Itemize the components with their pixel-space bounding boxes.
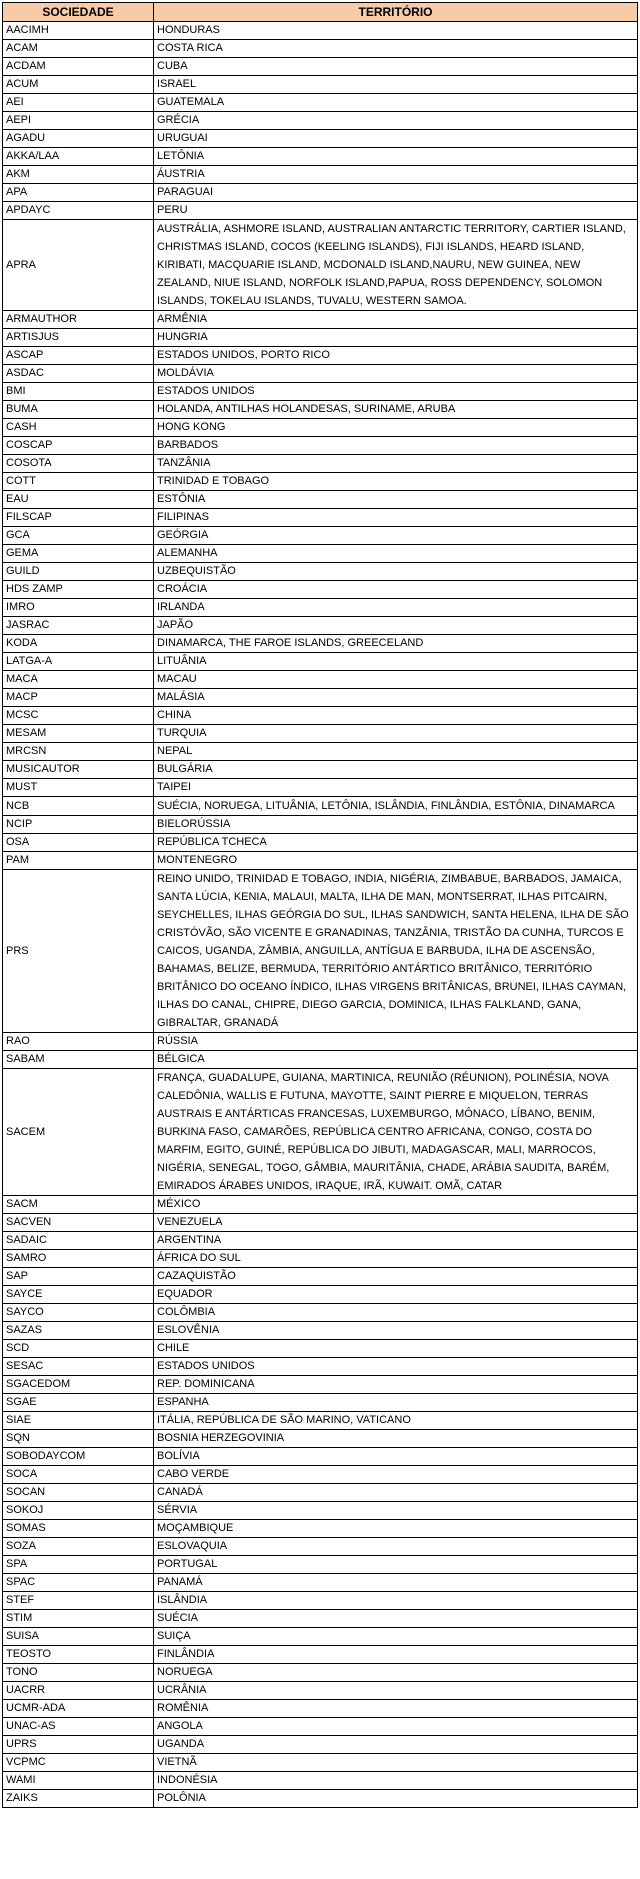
table-row [3, 761, 638, 779]
cell-territorio: URUGUAI [154, 130, 638, 148]
cell-sociedade: TONO [3, 1664, 154, 1682]
cell-territorio: CAZAQUISTÃO [154, 1268, 638, 1286]
cell-territorio: HOLANDA, ANTILHAS HOLANDESAS, SURINAME, ARUBA [154, 401, 638, 419]
table-row [3, 834, 638, 852]
table-row [3, 1304, 638, 1322]
cell-territorio: JAPÃO [154, 617, 638, 635]
cell-sociedade: SABAM [3, 1051, 154, 1069]
table-row [3, 1628, 638, 1646]
cell-sociedade: SACEM [3, 1069, 154, 1196]
cell-sociedade: UACRR [3, 1682, 154, 1700]
cell-territorio: AUSTRÁLIA, ASHMORE ISLAND, AUSTRALIAN ANTARCTIC TERRITORY, CARTIER ISLAND, CHRISTMAS ISLAND, COCOS (KEELING ISLANDS), FIJI ISLANDS, HEARD ISLAND, KIRIBATI, MACQUARIE ISLAND, MCDONALD ISLAND,NAURU, NEW GUINEA, NEW ZEALAND, NIUE ISLAND, NORFOLK ISLAND,PAPUA, ROSS DEPENDENCY, SOLOMON ISLANDS, TOKELAU ISLANDS, TUVALU, WESTERN SAMOA. [154, 220, 638, 311]
table-row [3, 455, 638, 473]
table-row [3, 1754, 638, 1772]
cell-sociedade: AKKA/LAA [3, 148, 154, 166]
table-row [3, 1069, 638, 1196]
table-row [3, 870, 638, 1033]
table-row [3, 1646, 638, 1664]
table-row [3, 202, 638, 220]
cell-sociedade: ZAIKS [3, 1790, 154, 1808]
cell-sociedade: MUSICAUTOR [3, 761, 154, 779]
cell-sociedade: ARTISJUS [3, 329, 154, 347]
table-row [3, 473, 638, 491]
cell-territorio: EQUADOR [154, 1286, 638, 1304]
header-sociedade: SOCIEDADE [3, 3, 154, 22]
table-row [3, 671, 638, 689]
table-row [3, 1610, 638, 1628]
table-row [3, 58, 638, 76]
cell-sociedade: STIM [3, 1610, 154, 1628]
table-row [3, 365, 638, 383]
table-row [3, 1250, 638, 1268]
cell-territorio: ITÁLIA, REPÚBLICA DE SÃO MARINO, VATICANO [154, 1412, 638, 1430]
cell-sociedade: LATGA-A [3, 653, 154, 671]
cell-sociedade: APRA [3, 220, 154, 311]
cell-territorio: IRLANDA [154, 599, 638, 617]
table-row [3, 743, 638, 761]
cell-sociedade: AACIMH [3, 22, 154, 40]
cell-territorio: PARAGUAI [154, 184, 638, 202]
cell-sociedade: COSCAP [3, 437, 154, 455]
cell-territorio: MALÁSIA [154, 689, 638, 707]
cell-sociedade: MACP [3, 689, 154, 707]
table-row [3, 1340, 638, 1358]
cell-sociedade: BUMA [3, 401, 154, 419]
table-row [3, 76, 638, 94]
cell-territorio: ESLOVÊNIA [154, 1322, 638, 1340]
cell-territorio: ALEMANHA [154, 545, 638, 563]
table-row [3, 527, 638, 545]
societies-table [2, 2, 638, 1808]
cell-sociedade: ACUM [3, 76, 154, 94]
cell-territorio: CHILE [154, 1340, 638, 1358]
cell-territorio: ESTADOS UNIDOS, PORTO RICO [154, 347, 638, 365]
cell-sociedade: AGADU [3, 130, 154, 148]
table-row [3, 545, 638, 563]
cell-sociedade: SAMRO [3, 1250, 154, 1268]
table-row [3, 1412, 638, 1430]
cell-sociedade: AKM [3, 166, 154, 184]
cell-territorio: FINLÂNDIA [154, 1646, 638, 1664]
table-row [3, 725, 638, 743]
cell-sociedade: CASH [3, 419, 154, 437]
cell-territorio: MOLDÁVIA [154, 365, 638, 383]
cell-sociedade: NCIP [3, 816, 154, 834]
cell-sociedade: ACDAM [3, 58, 154, 76]
cell-sociedade: SOCAN [3, 1484, 154, 1502]
cell-territorio: HONG KONG [154, 419, 638, 437]
table-row [3, 779, 638, 797]
cell-sociedade: NCB [3, 797, 154, 816]
cell-sociedade: HDS ZAMP [3, 581, 154, 599]
cell-territorio: REINO UNIDO, TRINIDAD E TOBAGO, INDIA, NIGÉRIA, ZIMBABUE, BARBADOS, JAMAICA, SANTA LÚCIA, KENIA, MALAUI, MALTA, ILHA DE MAN, MONTSERRAT, ILHAS PITCAIRN, SEYCHELLES, ILHAS GEÓRGIA DO SUL, ILHAS SANDWICH, SANTA HELENA, ILHA DE SÃO CRISTÓVÃO, SÃO VICENTE E GRANADINAS, TANZÂNIA, TRISTÃO DA CUNHA, TURCOS E CAICOS, UGANDA, ZÂMBIA, ANGUILLA, ANTÍGUA E BARBUDA, ILHA DE ASCENSÃO, BAHAMAS, BELIZE, BERMUDA, TERRITÓRIO ANTÁRTICO BRITÂNICO, TERRITÓRIO BRITÂNICO DO OCEANO ÍNDICO, ILHAS VIRGENS BRITÂNICAS, BRUNEI, ILHAS CAYMAN, ILHAS DO CANAL, CHIPRE, DIEGO GARCIA, DOMINICA, ILHAS FALKLAND, GANA, GIBRALTAR, GRANADÁ [154, 870, 638, 1033]
cell-sociedade: MACA [3, 671, 154, 689]
header-territorio: TERRITÓRIO [154, 3, 638, 22]
cell-territorio: PANAMÁ [154, 1574, 638, 1592]
table-row [3, 1268, 638, 1286]
cell-territorio: LETÔNIA [154, 148, 638, 166]
cell-territorio: BULGÁRIA [154, 761, 638, 779]
cell-territorio: SUIÇA [154, 1628, 638, 1646]
table-row [3, 797, 638, 816]
cell-sociedade: MUST [3, 779, 154, 797]
table-row [3, 1322, 638, 1340]
table-row [3, 184, 638, 202]
cell-sociedade: IMRO [3, 599, 154, 617]
cell-territorio: MACAU [154, 671, 638, 689]
header-row [3, 3, 638, 22]
table-row [3, 166, 638, 184]
cell-territorio: UZBEQUISTÃO [154, 563, 638, 581]
cell-sociedade: SACM [3, 1196, 154, 1214]
cell-sociedade: FILSCAP [3, 509, 154, 527]
cell-territorio: DINAMARCA, THE FAROE ISLANDS, GREECELAND [154, 635, 638, 653]
cell-territorio: GUATEMALA [154, 94, 638, 112]
table-row [3, 491, 638, 509]
table-row [3, 852, 638, 870]
table-row [3, 94, 638, 112]
cell-territorio: ISLÂNDIA [154, 1592, 638, 1610]
cell-territorio: TANZÂNIA [154, 455, 638, 473]
table-row [3, 329, 638, 347]
cell-territorio: LITUÂNIA [154, 653, 638, 671]
cell-territorio: ESTÔNIA [154, 491, 638, 509]
cell-sociedade: COTT [3, 473, 154, 491]
table-row [3, 1466, 638, 1484]
cell-sociedade: VCPMC [3, 1754, 154, 1772]
cell-territorio: SUÉCIA, NORUEGA, LITUÂNIA, LETÔNIA, ISLÂNDIA, FINLÂNDIA, ESTÔNIA, DINAMARCA [154, 797, 638, 816]
cell-sociedade: SESAC [3, 1358, 154, 1376]
cell-sociedade: EAU [3, 491, 154, 509]
cell-territorio: CANADÁ [154, 1484, 638, 1502]
cell-territorio: POLÔNIA [154, 1790, 638, 1808]
cell-territorio: BOLÍVIA [154, 1448, 638, 1466]
table-row [3, 1538, 638, 1556]
table-row [3, 581, 638, 599]
cell-territorio: TURQUIA [154, 725, 638, 743]
cell-sociedade: SACVEN [3, 1214, 154, 1232]
cell-sociedade: ASCAP [3, 347, 154, 365]
cell-territorio: ESPANHA [154, 1394, 638, 1412]
cell-territorio: MÉXICO [154, 1196, 638, 1214]
table-row [3, 383, 638, 401]
cell-territorio: CUBA [154, 58, 638, 76]
cell-sociedade: SAZAS [3, 1322, 154, 1340]
cell-territorio: COLÔMBIA [154, 1304, 638, 1322]
cell-territorio: CHINA [154, 707, 638, 725]
cell-territorio: TAIPEI [154, 779, 638, 797]
cell-territorio: BARBADOS [154, 437, 638, 455]
cell-sociedade: SGACEDOM [3, 1376, 154, 1394]
table-row [3, 1394, 638, 1412]
table-row [3, 1700, 638, 1718]
cell-territorio: ROMÊNIA [154, 1700, 638, 1718]
table-row [3, 130, 638, 148]
cell-sociedade: OSA [3, 834, 154, 852]
table-body [3, 22, 638, 1808]
cell-territorio: GRÉCIA [154, 112, 638, 130]
cell-sociedade: WAMI [3, 1772, 154, 1790]
cell-territorio: NORUEGA [154, 1664, 638, 1682]
table-row [3, 1033, 638, 1051]
cell-sociedade: JASRAC [3, 617, 154, 635]
table-row [3, 1214, 638, 1232]
cell-sociedade: GEMA [3, 545, 154, 563]
table-row [3, 40, 638, 58]
table-row [3, 401, 638, 419]
cell-territorio: ESTADOS UNIDOS [154, 1358, 638, 1376]
cell-sociedade: SOZA [3, 1538, 154, 1556]
table-row [3, 1682, 638, 1700]
table-row [3, 437, 638, 455]
cell-territorio: HUNGRIA [154, 329, 638, 347]
cell-sociedade: SAYCO [3, 1304, 154, 1322]
table-row [3, 509, 638, 527]
table-row [3, 1286, 638, 1304]
cell-sociedade: SUISA [3, 1628, 154, 1646]
cell-territorio: ÁUSTRIA [154, 166, 638, 184]
cell-sociedade: AEPI [3, 112, 154, 130]
cell-territorio: CABO VERDE [154, 1466, 638, 1484]
cell-territorio: UCRÂNIA [154, 1682, 638, 1700]
table-row [3, 635, 638, 653]
cell-territorio: NEPAL [154, 743, 638, 761]
cell-sociedade: ASDAC [3, 365, 154, 383]
cell-sociedade: SIAE [3, 1412, 154, 1430]
cell-territorio: REP. DOMINICANA [154, 1376, 638, 1394]
cell-territorio: SÉRVIA [154, 1502, 638, 1520]
cell-territorio: CROÁCIA [154, 581, 638, 599]
cell-sociedade: COSOTA [3, 455, 154, 473]
cell-territorio: BÉLGICA [154, 1051, 638, 1069]
cell-territorio: ARGENTINA [154, 1232, 638, 1250]
cell-territorio: MOÇAMBIQUE [154, 1520, 638, 1538]
cell-sociedade: UCMR-ADA [3, 1700, 154, 1718]
table-row [3, 112, 638, 130]
table-row [3, 816, 638, 834]
cell-territorio: BIELORÚSSIA [154, 816, 638, 834]
cell-sociedade: GUILD [3, 563, 154, 581]
table-row [3, 1736, 638, 1754]
cell-sociedade: MCSC [3, 707, 154, 725]
cell-sociedade: ACAM [3, 40, 154, 58]
cell-sociedade: KODA [3, 635, 154, 653]
cell-territorio: ÁFRICA DO SUL [154, 1250, 638, 1268]
cell-territorio: RÚSSIA [154, 1033, 638, 1051]
cell-sociedade: RAO [3, 1033, 154, 1051]
table-row [3, 563, 638, 581]
cell-sociedade: APA [3, 184, 154, 202]
table-row [3, 1430, 638, 1448]
cell-sociedade: UNAC-AS [3, 1718, 154, 1736]
cell-sociedade: MRCSN [3, 743, 154, 761]
cell-sociedade: APDAYC [3, 202, 154, 220]
cell-sociedade: PAM [3, 852, 154, 870]
cell-territorio: GEÓRGIA [154, 527, 638, 545]
cell-sociedade: SPAC [3, 1574, 154, 1592]
cell-territorio: ESLOVAQUIA [154, 1538, 638, 1556]
cell-sociedade: SOBODAYCOM [3, 1448, 154, 1466]
cell-sociedade: SCD [3, 1340, 154, 1358]
table-row [3, 1592, 638, 1610]
cell-territorio: COSTA RICA [154, 40, 638, 58]
cell-territorio: ISRAEL [154, 76, 638, 94]
cell-territorio: VENEZUELA [154, 1214, 638, 1232]
cell-territorio: VIETNÃ [154, 1754, 638, 1772]
cell-sociedade: SGAE [3, 1394, 154, 1412]
table-row [3, 689, 638, 707]
cell-sociedade: SAP [3, 1268, 154, 1286]
table-row [3, 1718, 638, 1736]
cell-sociedade: BMI [3, 383, 154, 401]
table-row [3, 347, 638, 365]
cell-sociedade: ARMAUTHOR [3, 311, 154, 329]
table-row [3, 1358, 638, 1376]
cell-sociedade: UPRS [3, 1736, 154, 1754]
cell-territorio: PORTUGAL [154, 1556, 638, 1574]
table-row [3, 1232, 638, 1250]
table-row [3, 1051, 638, 1069]
cell-territorio: UGANDA [154, 1736, 638, 1754]
table-row [3, 22, 638, 40]
cell-territorio: BOSNIA HERZEGOVINIA [154, 1430, 638, 1448]
table-row [3, 1772, 638, 1790]
table-row [3, 1520, 638, 1538]
cell-territorio: MONTENEGRO [154, 852, 638, 870]
table-row [3, 1484, 638, 1502]
table-row [3, 1448, 638, 1466]
cell-territorio: ARMÊNIA [154, 311, 638, 329]
cell-territorio: HONDURAS [154, 22, 638, 40]
cell-territorio: ESTADOS UNIDOS [154, 383, 638, 401]
cell-territorio: PERU [154, 202, 638, 220]
table-row [3, 1664, 638, 1682]
cell-sociedade: STEF [3, 1592, 154, 1610]
cell-sociedade: SOMAS [3, 1520, 154, 1538]
table-row [3, 653, 638, 671]
table-header [3, 3, 638, 22]
table-row [3, 148, 638, 166]
table-row [3, 617, 638, 635]
table-row [3, 707, 638, 725]
cell-territorio: SUÉCIA [154, 1610, 638, 1628]
cell-territorio: TRINIDAD E TOBAGO [154, 473, 638, 491]
cell-sociedade: SADAIC [3, 1232, 154, 1250]
cell-sociedade: SOCA [3, 1466, 154, 1484]
cell-sociedade: GCA [3, 527, 154, 545]
table-row [3, 419, 638, 437]
table-row [3, 1502, 638, 1520]
table-row [3, 311, 638, 329]
cell-sociedade: SOKOJ [3, 1502, 154, 1520]
table-row [3, 599, 638, 617]
cell-sociedade: TEOSTO [3, 1646, 154, 1664]
cell-territorio: INDONÉSIA [154, 1772, 638, 1790]
table-row [3, 1790, 638, 1808]
cell-sociedade: AEI [3, 94, 154, 112]
table-row [3, 1574, 638, 1592]
cell-territorio: REPÚBLICA TCHECA [154, 834, 638, 852]
cell-territorio: FRANÇA, GUADALUPE, GUIANA, MARTINICA, REUNIÃO (RÉUNION), POLINÉSIA, NOVA CALEDÔNIA, WALLIS E FUTUNA, MAYOTTE, SAINT PIERRE E MIQUELON, TERRAS AUSTRAIS E ANTÁRTICAS FRANCESAS, LUXEMBURGO, MÔNACO, LÍBANO, BENIM, BURKINA FASO, CAMARÕES, REPÚBLICA CENTRO AFRICANA, CONGO, COSTA DO MARFIM, EGITO, GUINÉ, REPÚBLICA DO JIBUTI, MADAGASCAR, MALI, MARROCOS, NIGÉRIA, SENEGAL, TOGO, GÂMBIA, MAURITÂNIA, CHADE, ARÁBIA SAUDITA, BARÉM, EMIRADOS ÁRABES UNIDOS, IRAQUE, IRÃ, KUWAIT. OMÃ, CATAR [154, 1069, 638, 1196]
cell-sociedade: SAYCE [3, 1286, 154, 1304]
cell-territorio: FILIPINAS [154, 509, 638, 527]
table-row [3, 1196, 638, 1214]
table-row [3, 1376, 638, 1394]
cell-sociedade: SPA [3, 1556, 154, 1574]
cell-territorio: ANGOLA [154, 1718, 638, 1736]
cell-sociedade: SQN [3, 1430, 154, 1448]
table-row [3, 1556, 638, 1574]
cell-sociedade: MESAM [3, 725, 154, 743]
cell-sociedade: PRS [3, 870, 154, 1033]
table-row [3, 220, 638, 311]
